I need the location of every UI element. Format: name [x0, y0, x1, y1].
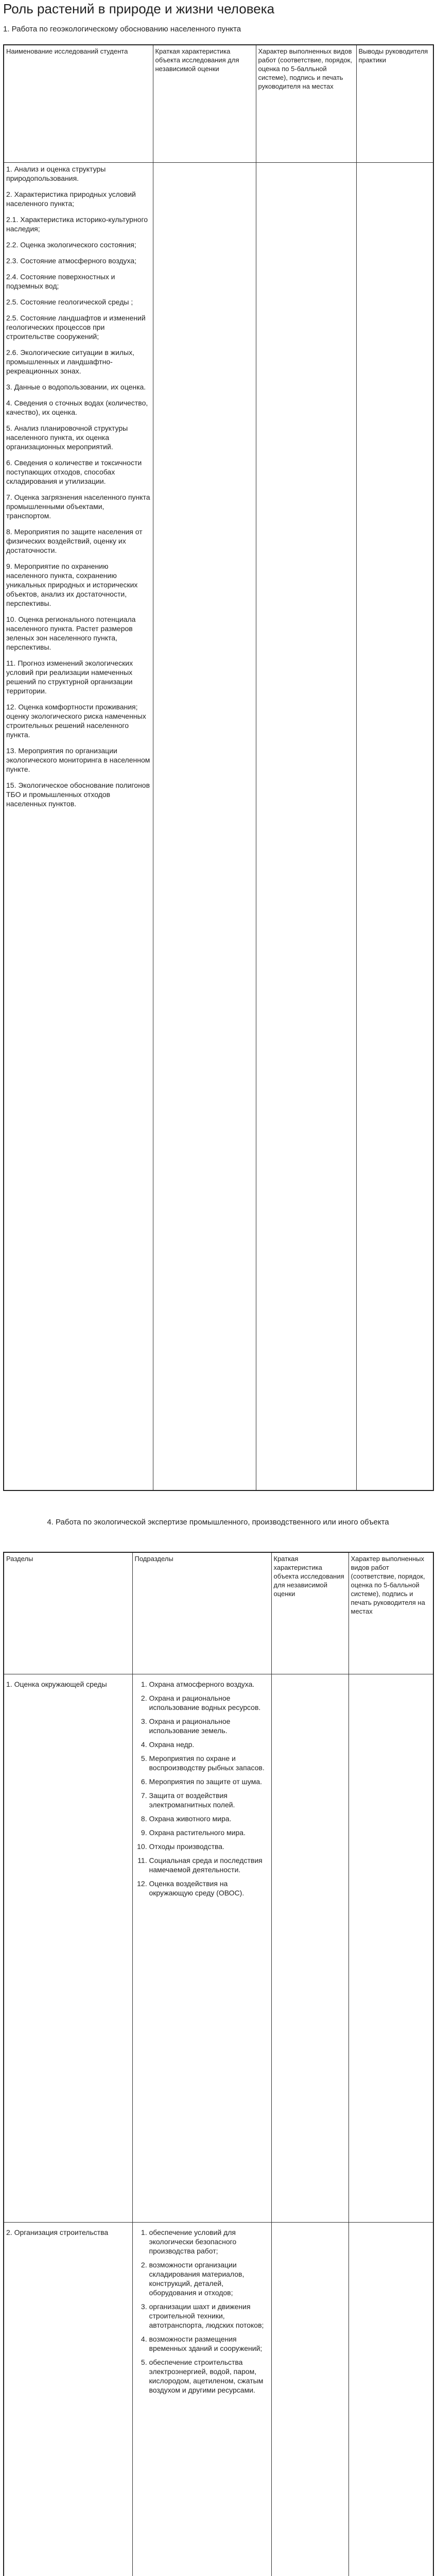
section4a-header-cell: Подразделы	[132, 1552, 271, 1674]
list-item: 4. возможности размещения временных зданий и сооружений;	[149, 2334, 269, 2353]
section4a-header-row	[4, 1552, 433, 1674]
section4a-empty-cell	[271, 2222, 348, 2576]
section1-title: 1. Работа по геоэкологическому обоснованию населенного пункта	[3, 25, 241, 33]
list-item: 8. Мероприятия по защите населения от физических воздействий, оценку их достаточности.	[6, 527, 143, 554]
list-item: 13. Мероприятия по организации экологического мониторинга в населенном пункте.	[6, 746, 150, 773]
list-item: 9. Охрана растительного мира.	[149, 1828, 269, 1837]
list-item: 10. Оценка регионального потенциала населенного пункта. Растет размеров зеленых зон населенного пункта, перспективы.	[6, 615, 136, 651]
section1-table	[3, 44, 434, 1491]
list-item: 1. обеспечение условий для экологически безопасного производства работ;	[149, 2228, 269, 2256]
section1-items-cell	[4, 162, 153, 1490]
section4a-row	[4, 2222, 433, 2576]
section4a-title: 4. Работа по экологической экспертизе промышленного, производственного или иного объекта	[47, 1518, 389, 1527]
list-item: 2.1. Характеристика историко-культурного наследия;	[6, 215, 148, 233]
section4a-empty-cell	[348, 1674, 433, 2222]
list-item: 3. Данные о водопользовании, их оценка.	[6, 382, 146, 391]
list-item: 15. Экологическое обоснование полигонов ТБО и промышленных отходов населенных пунктов.	[6, 781, 150, 808]
list-item: 12. Оценка комфортности проживания; оценку экологического риска намеченных строительных решений населенного пункта.	[6, 702, 146, 739]
section1-header-cell: Наименование исследований студента	[4, 45, 153, 162]
section1-empty-cell	[153, 162, 256, 1490]
list-item: 7. Защита от воздействия электромагнитных полей.	[149, 1791, 269, 1809]
subsection-list	[135, 2228, 269, 2395]
list-item: 10. Отходы производства.	[149, 1842, 269, 1851]
list-item: 2.4. Состояние поверхностных и подземных вод;	[6, 272, 115, 290]
list-item: 4. Охрана недр.	[149, 1740, 269, 1749]
list-item: 4. Сведения о сточных водах (количество, качество), их оценка.	[6, 398, 148, 416]
list-item: 1. Анализ и оценка структуры природопользования.	[6, 164, 106, 182]
list-item: 5. обеспечение строительства электроэнергией, водой, паром, кислородом, ацетиленом, сжатым воздухом и другими ресурсами.	[149, 2358, 269, 2395]
section4a-table	[3, 1552, 434, 2576]
section4a-header-cell: Характер выполненных видов работ (соответствие, порядок, оценка по 5-балльной системе), подпись и печать руководителя на местах	[348, 1552, 433, 1674]
page-title: Роль растений в природе и жизни человека	[3, 1, 275, 16]
section1-body-row	[4, 162, 433, 1490]
section4a-empty-cell	[271, 1674, 348, 2222]
list-item: 5. Мероприятия по охране и воспроизводству рыбных запасов.	[149, 1754, 269, 1772]
list-item: 11. Социальная среда и последствия намечаемой деятельности.	[149, 1856, 269, 1874]
list-item: 3. Охрана и рациональное использование земель.	[149, 1717, 269, 1735]
list-item: 2. Характеристика природных условий населенного пункта;	[6, 190, 136, 208]
list-item: 2.5. Состояние геологической среды ;	[6, 297, 133, 306]
section4a-row-label: 1. Оценка окружающей среды	[4, 1674, 132, 2222]
list-item: 7. Оценка загрязнения населенного пункта промышленными объектами, транспортом.	[6, 493, 150, 520]
section1-header-row	[4, 45, 433, 162]
list-item: 2. возможности организации складирования материалов, конструкций, деталей, оборудования и отходов;	[149, 2260, 269, 2297]
list-item: 1. Охрана атмосферного воздуха.	[149, 1680, 269, 1689]
section4a-empty-cell	[348, 2222, 433, 2576]
subsection-list	[135, 1680, 269, 1897]
section1-empty-cell	[256, 162, 356, 1490]
list-item: 9. Мероприятие по охранению населенного пункта, сохранению уникальных природных и исторических объектов, анализ их достаточности, перспективы.	[6, 562, 138, 607]
list-item: 2.2. Оценка экологического состояния;	[6, 240, 136, 249]
list-item: 6. Мероприятия по защите от шума.	[149, 1777, 269, 1786]
section1-header-cell: Характер выполненных видов работ (соответствие, порядок, оценка по 5-балльной системе), подпись и печать руководителя на местах	[256, 45, 356, 162]
section4a-row-label: 2. Организация строительства	[4, 2222, 132, 2576]
list-item: 5. Анализ планировочной структуры населенного пункта, их оценка организационных мероприятий.	[6, 423, 128, 451]
section4a-row	[4, 1674, 433, 2222]
list-item: 6. Сведения о количестве и токсичности поступающих отходов, способах складирования и утилизации.	[6, 458, 142, 485]
list-item: 11. Прогноз изменений экологических условий при реализации намеченных решений по структурной организации территории.	[6, 658, 133, 695]
section4a-header-cell: Краткая характеристика объекта исследования для независимой оценки	[271, 1552, 348, 1674]
section1-header-cell: Краткая характеристика объекта исследования для независимой оценки	[153, 45, 256, 162]
section1-empty-cell	[356, 162, 433, 1490]
section4a-row-items	[132, 1674, 271, 2222]
section4a-header-cell: Разделы	[4, 1552, 132, 1674]
section4a-row-items	[132, 2222, 271, 2576]
section1-header-cell: Выводы руководителя практики	[356, 45, 433, 162]
list-item: 2.3. Состояние атмосферного воздуха;	[6, 256, 137, 265]
list-item: 12. Оценка воздействия на окружающую среду (ОВОС).	[149, 1879, 269, 1897]
list-item: 8. Охрана животного мира.	[149, 1814, 269, 1823]
list-item: 2.6. Экологические ситуации в жилых, промышленных и ландшафтно-рекреационных зонах.	[6, 348, 135, 375]
list-item: 3. организации шахт и движения строительной техники, автотранспорта, людских потоков;	[149, 2302, 269, 2330]
list-item: 2. Охрана и рациональное использование водных ресурсов.	[149, 1693, 269, 1712]
list-item: 2.5. Состояние ландшафтов и изменений геологических процессов при строительстве сооружений;	[6, 313, 146, 341]
